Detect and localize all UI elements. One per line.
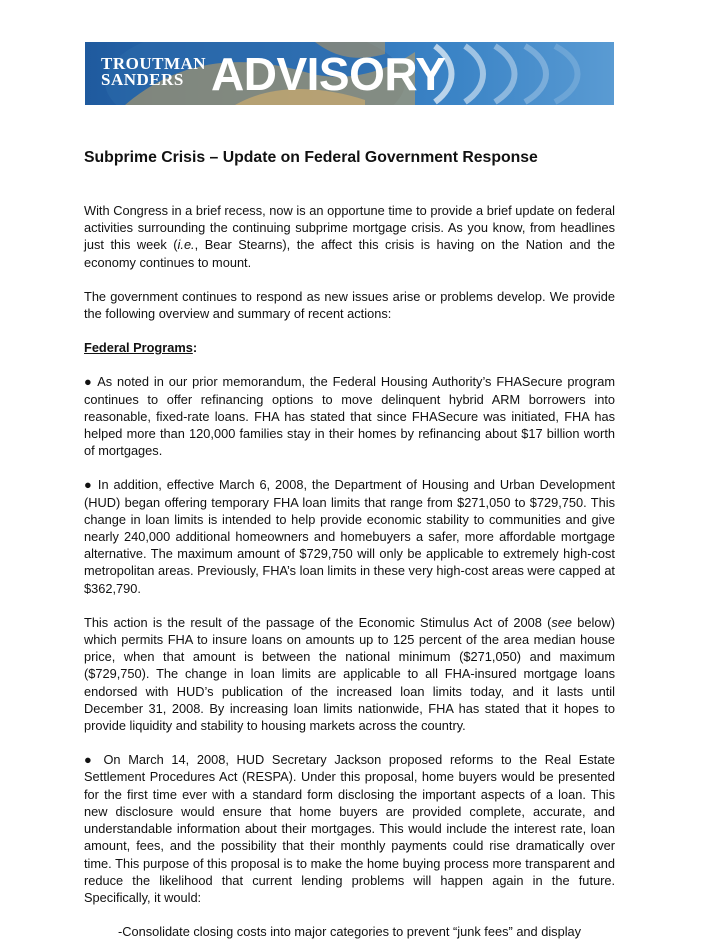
bullet-loan-limits: ● In addition, effective March 6, 2008, the Department of Housing and Urban Development (HUD) began offering temporary FHA loan limits that range from $271,050 to $729,750. This change in loan limits is intended to help provide economic stability to communities and give nearly 240,000 additional homeowners and homebuyers a safer, more affordable mortgage alternative. The maximum amount of $729,750 will only be applicable to extremely high-cost metropolitan areas. Previously, FHA’s loan limits in these very high-cost areas were capped at $362,790. [84,477,615,596]
stimulus-paragraph: This action is the result of the passage of the Economic Stimulus Act of 2008 (see below) which permits FHA to insure loans on amounts up to 125 percent of the area median house price, when that amount is between the national minimum ($271,050) and maximum ($729,750). The change in loan limits are applicable to all FHA-insured mortgage loans endorsed with HUD’s publication of the increased loan limits today, and it lasts until December 31, 2008. By increasing loan limits nationwide, FHA has stated that it hopes to provide liquidity and stability to housing markets across the country. [84,614,615,734]
advisory-label: ADVISORY [211,48,446,100]
intro-paragraph: With Congress in a brief recess, now is an opportune time to provide a brief update on federal activities surrounding the continuing subprime mortgage crisis. As you know, from headlines just this week (i.e., Bear Stearns), the affect this crisis is having on the Nation and the economy continues to mount. [84,203,615,270]
firm-name [101,56,206,88]
document-body [84,140,615,940]
advisory-banner [85,42,614,105]
sub-item-consolidate: -Consolidate closing costs into major categories to prevent “junk fees” and display [118,924,582,940]
firm-name-line2: SANDERS [101,70,184,89]
section-heading: Federal Programs: [84,340,198,356]
firm-name-line1: TROUTMAN [101,54,207,73]
bullet-fhasecure: ● As noted in our prior memorandum, the Federal Housing Authority’s FHASecure program continues to offer refinancing options to move delinquent hybrid ARM borrowers into reasonable, fixed-rate loans. FHA has stated that since FHASecure was initiated, FHA has helped more than 120,000 families stay in their homes by refinancing about $17 billion worth of mortgages. [84,374,615,459]
page-title: Subprime Crisis – Update on Federal Government Response [84,149,538,166]
bullet-respa: ● On March 14, 2008, HUD Secretary Jackson proposed reforms to the Real Estate Settlement Procedures Act (RESPA). Under this proposal, home buyers would be presented for the first time ever with a standard form disclosing the important aspects of a loan. This new disclosure would ensure that home buyers are provided complete, accurate, and understandable information about their mortgages. This would include the interest rate, loan amount, fees, and the possibility that their monthly payments could rise dramatically over time. This purpose of this proposal is to make the home buying process more transparent and reduce the likelihood that current lending problems will happen again in the future. Specifically, it would: [84,752,615,905]
overview-paragraph: The government continues to respond as new issues arise or problems develop. We provide the following overview and summary of recent actions: [84,288,615,322]
